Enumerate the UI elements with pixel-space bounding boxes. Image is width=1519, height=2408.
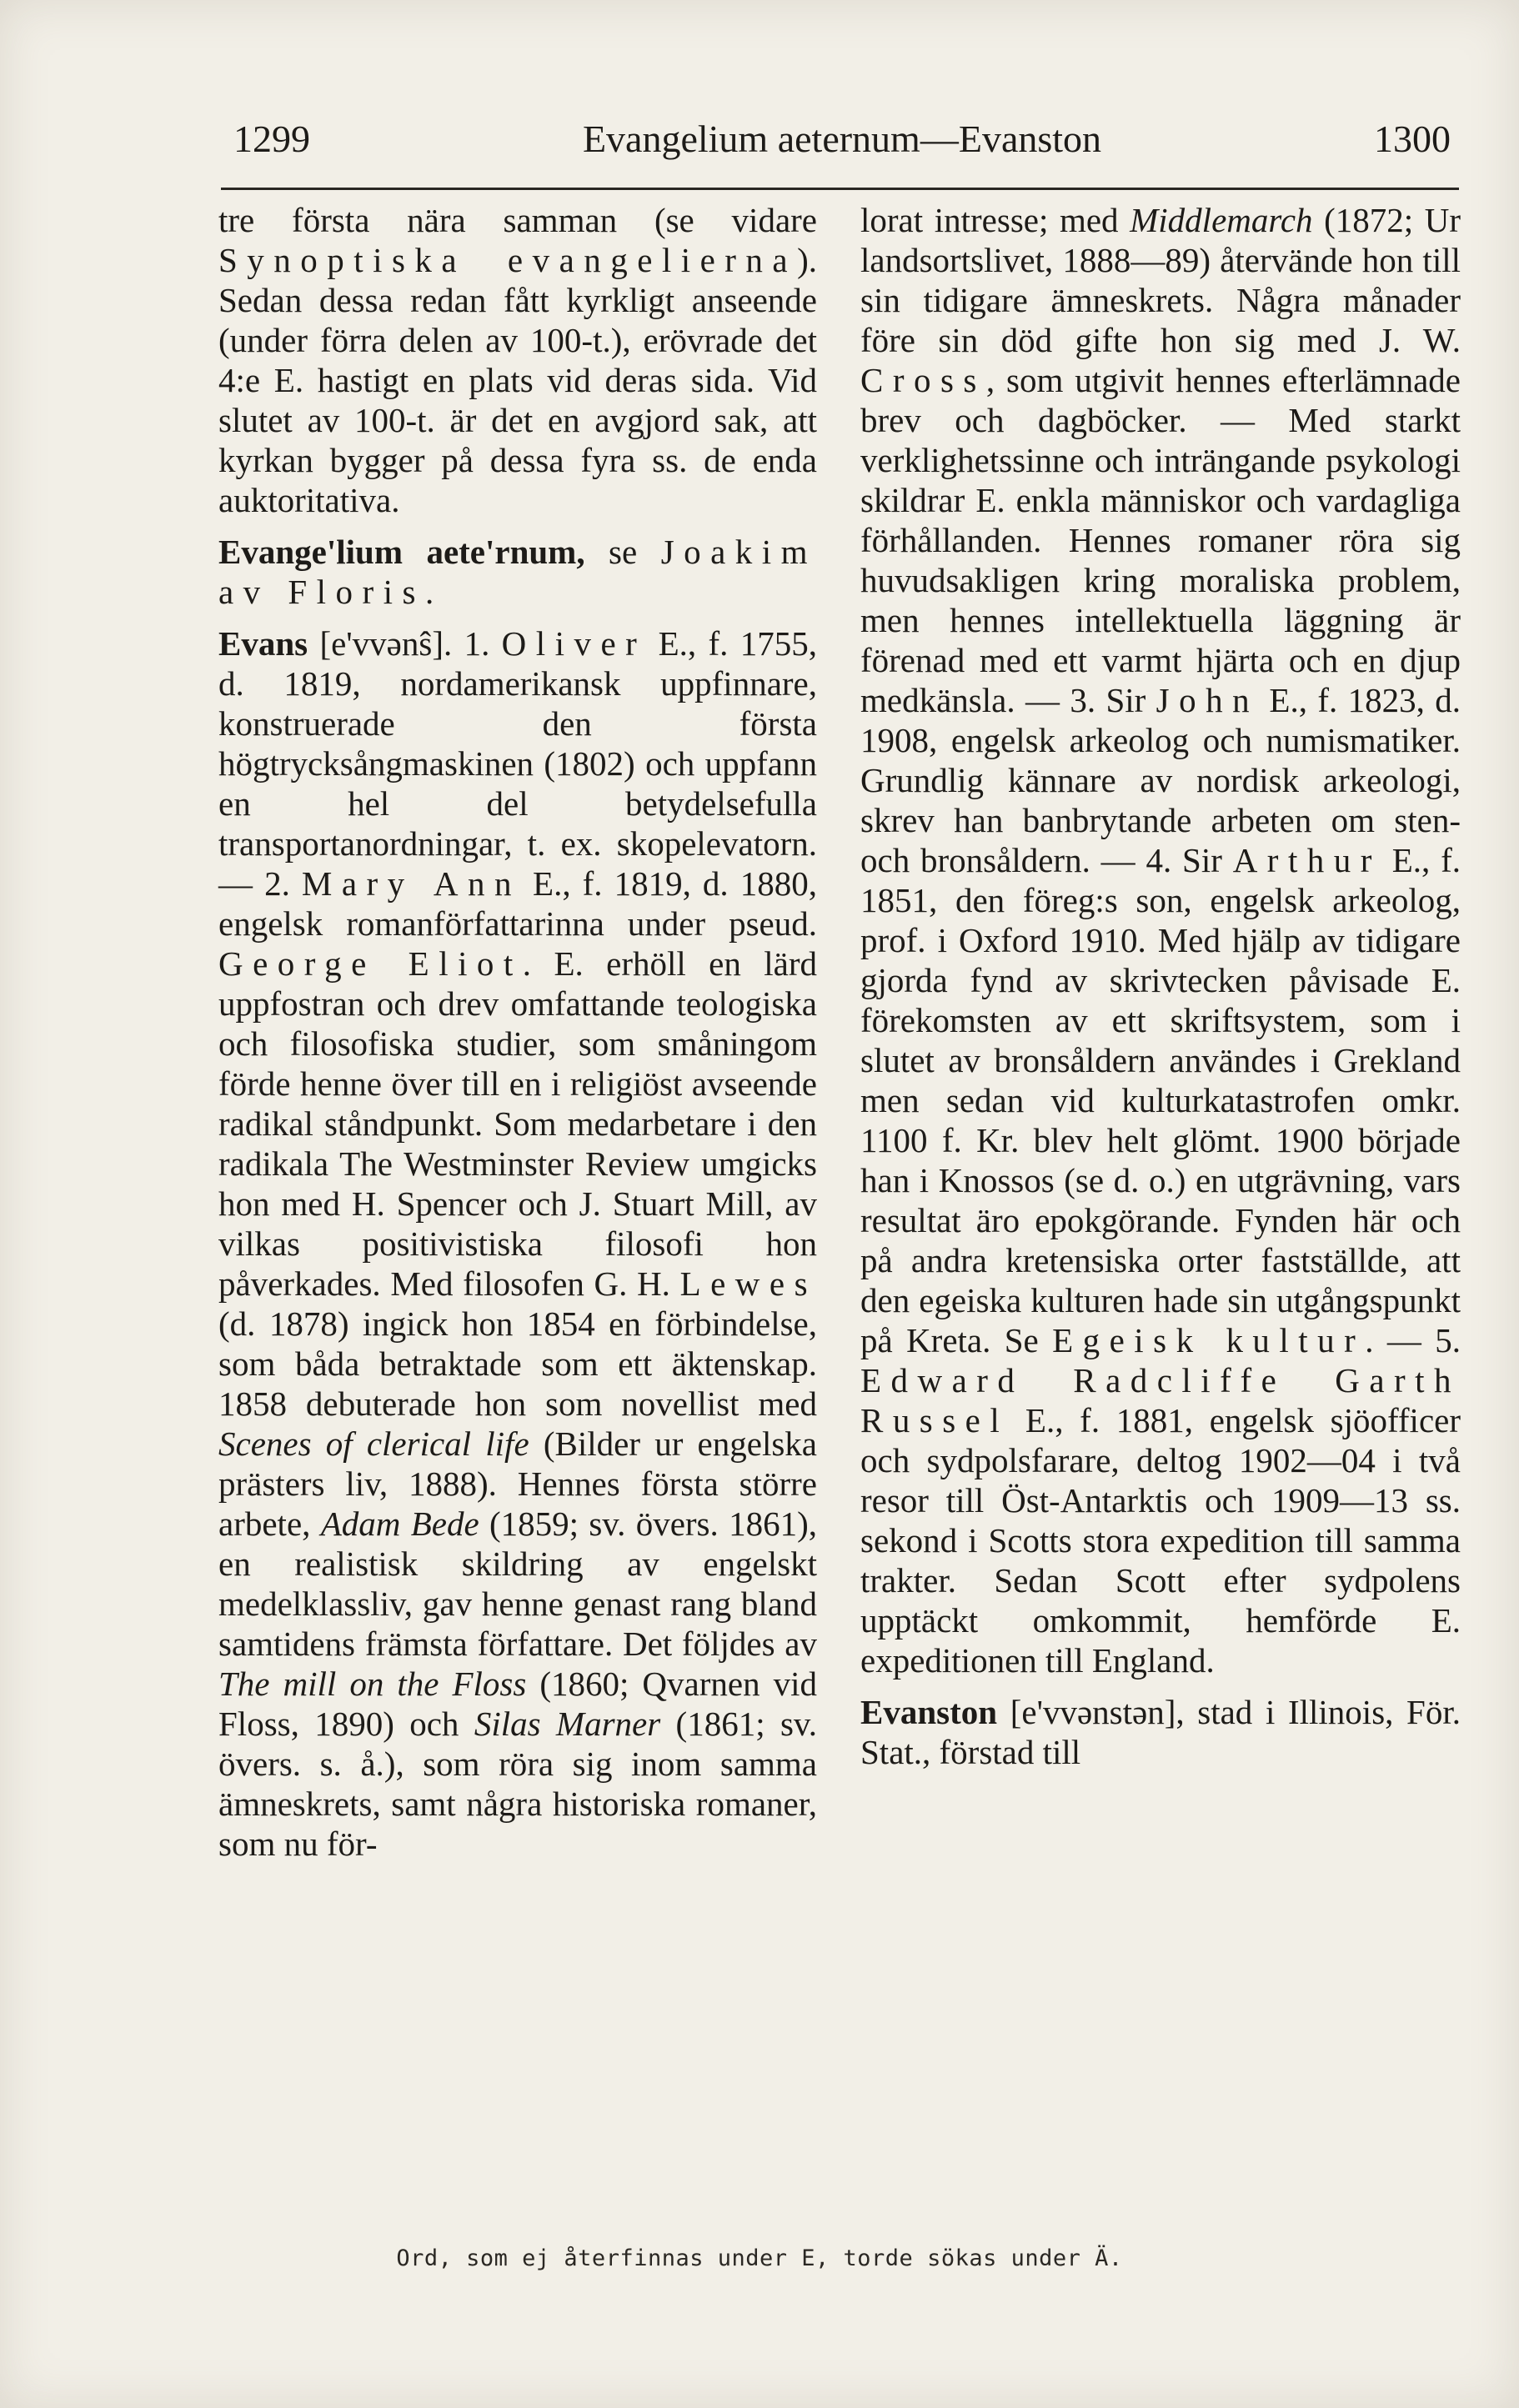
- person-name: George Eliot: [218, 944, 523, 983]
- page-footnote: Ord, som ej återfinnas under E, torde sökas under Ä.: [396, 2245, 1123, 2271]
- person-name: Arthur: [1232, 841, 1381, 879]
- header-rule: [221, 188, 1459, 190]
- cross-reference: Joakim av Floris: [218, 533, 818, 611]
- book-title: Scenes of clerical life: [218, 1424, 529, 1463]
- person-name: Mary Ann: [301, 864, 521, 903]
- entry-evans: Evans [e'vvənŝ]. 1. Oliver E., f. 1755, d. 1819, nordamerikansk uppfinnare, konstruerade den första högtrycksångmaskinen (1802) och uppfann en hel del betydelsefulla transportanordningar, t. ex. skopelevatorn. — 2. Mary Ann E., f. 1819, d. 1880, engelsk romanförfattarinna under pseud. George Eliot. E. erhöll en lärd uppfostran och drev omfattande teologiska och filosofiska studier, som småningom förde henne över till en i religiöst avseende radikal ståndpunkt. Som medarbetare i den radikala The Westminster Review umgicks hon med H. Spencer och J. Stuart Mill, av vilkas positivistiska filosofi hon påverkades. Med filosofen G. H. Lewes (d. 1878) ingick hon 1854 en förbindelse, som båda betraktade som ett äktenskap. 1858 debuterade hon som novellist med Scenes of clerical life (Bilder ur engelska prästers liv, 1888). Hennes första större arbete, Adam Bede (1859; sv. övers. 1861), en realistisk skildring av engelskt medelklassliv, gav henne genast rang bland samtidens främsta författare. Det följdes av The mill on the Floss (1860; Qvarnen vid Floss, 1890) och Silas Marner (1861; sv. övers. s. å.), som röra sig inom samma ämneskrets, samt några historiska romaner, som nu för-: [218, 624, 818, 1863]
- entry-evangelium-aeternum: Evange'lium aete'rnum, se Joakim av Floris.: [218, 533, 818, 611]
- cross-reference: Synoptiska evangelierna: [218, 241, 798, 279]
- running-header: [233, 108, 1451, 167]
- headword: Evanston: [860, 1693, 998, 1731]
- person-name: Oliver: [501, 624, 647, 663]
- page-number-left: 1299: [233, 118, 310, 160]
- headword: Evange'lium aete'rnum,: [218, 533, 585, 571]
- book-title: Middlemarch: [1130, 201, 1313, 239]
- page-number-right: 1300: [1374, 118, 1451, 160]
- person-name: Cross: [860, 361, 986, 399]
- person-name: Edward Radcliffe Garth Russel: [860, 1361, 1461, 1439]
- book-title: The mill on the Floss: [218, 1665, 527, 1703]
- person-name: John: [1156, 681, 1260, 719]
- book-title: Silas Marner: [474, 1705, 661, 1743]
- entry-evans-continued: lorat intresse; med Middlemarch (1872; Ur landsortslivet, 1888—89) återvände hon till sin tidigare ämneskrets. Några månader före sin död gifte hon sig med J. W. Cross, som utgivit hennes efterlämnade brev och dagböcker. — Med starkt verklighetssinne och inträngande psykologi skildrar E. enkla människor och vardagliga förhållanden. Hennes romaner röra sig huvudsakligen kring moraliska problem, men hennes intellektuella läggning är förenad med ett varmt hjärta och en djup medkänsla. — 3. Sir John E., f. 1823, d. 1908, engelsk arkeolog och numismatiker. Grundlig kännare av nordisk arkeologi, skrev han banbrytande arbeten om sten- och bronsåldern. — 4. Sir Arthur E., f. 1851, den föreg:s son, engelsk arkeolog, prof. i Oxford 1910. Med hjälp av tidigare gjorda fynd av skrivtecken påvisade E. förekomsten av ett skriftsystem, som i slutet av bronsåldern användes i Grekland men sedan vid kulturkatastrofen omkr. 1100 f. Kr. blev helt glömt. 1900 började han i Knossos (se d. o.) en utgrävning, vars resultat äro epokgörande. Fynden här och på andra kretensiska orter fastställde, att den egeiska kulturen hade sin utgångspunkt på Kreta. Se Egeisk kultur. — 5. Edward Radcliffe Garth Russel E., f. 1881, engelsk sjöofficer och sydpolsfarare, deltog 1902—04 i två resor till Öst-Antarktis och 1909—13 ss. sekond i Scotts stora expedition till samma trakter. Sedan Scott efter sydpolens upptäckt omkommit, hemförde E. expeditionen till England.: [860, 201, 1461, 1680]
- left-column: [218, 200, 817, 1864]
- book-title: Adam Bede: [320, 1504, 479, 1543]
- person-name: Lewes: [679, 1264, 817, 1303]
- entry-evanston: Evanston [e'vvənstən], stad i Illinois, För. Stat., förstad till: [860, 1693, 1461, 1771]
- right-column: [860, 200, 1461, 1772]
- entry-evangelium-continued: tre första nära samman (se vidare Synoptiska evangelierna). Sedan dessa redan fått kyrkligt anseende (under förra delen av 100-t.), erövrade det 4:e E. hastigt en plats vid deras sida. Vid slutet av 100-t. är det en avgjord sak, att kyrkan bygger på dessa fyra ss. de enda auktoritativa.: [218, 201, 817, 519]
- cross-reference: Egeisk kultur: [1052, 1321, 1366, 1359]
- headword: Evans: [218, 624, 308, 663]
- running-title: Evangelium aeternum—Evanston: [582, 118, 1102, 160]
